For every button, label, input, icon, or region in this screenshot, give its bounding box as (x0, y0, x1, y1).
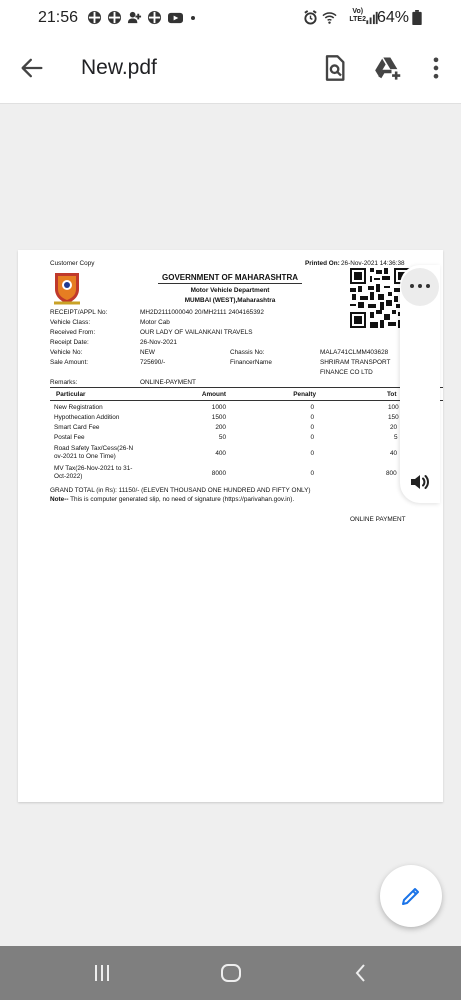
note-text: This is computer generated slip, no need of signature (https://parivahan.gov.in). (68, 496, 295, 503)
receipt-field-label: Vehicle Class: (50, 319, 91, 326)
fee-amount: 8000 (211, 470, 226, 477)
printed-on-value: 26-Nov-2021 14:36:38 (341, 260, 405, 267)
more-notifications-dot (191, 16, 195, 20)
fee-total: 40 (390, 450, 398, 457)
battery-icon (412, 10, 422, 25)
grand-total: GRAND TOTAL (in Rs): 11150/- (ELEVEN THOUSAND ONE HUNDRED AND FIFTY ONLY) (50, 487, 311, 494)
receipt-field-value: NEW (140, 349, 155, 356)
network-label-line1: Vo) (352, 8, 364, 15)
fee-total: 100 (388, 404, 399, 411)
person-notification-icon (127, 10, 142, 25)
alarm-icon (303, 10, 318, 25)
receipt-field-label: RECEIPT/APPL No: (50, 309, 108, 316)
office-name: MUMBAI (WEST),Maharashtra (184, 297, 276, 304)
online-payment-label: ONLINE PAYMENT (350, 516, 406, 523)
receipt-field-label: Vehicle No: (50, 349, 83, 356)
fee-penalty: 0 (310, 470, 314, 477)
fee-amount: 400 (215, 450, 226, 457)
fee-penalty: 0 (310, 450, 314, 457)
fee-particular: Hypothecation Addition (54, 414, 120, 421)
fee-total: 150 (388, 414, 399, 421)
fee-amount: 1500 (211, 414, 226, 421)
fee-penalty: 0 (310, 404, 314, 411)
edit-fab-button[interactable] (380, 865, 442, 927)
financer-value-line1: SHRIRAM TRANSPORT (320, 359, 391, 366)
maharashtra-emblem-logo (51, 270, 83, 306)
receipt-field-value: 26-Nov-2021 (140, 339, 177, 346)
pdf-page (18, 250, 443, 802)
back-arrow-icon[interactable] (18, 54, 46, 82)
app-notification-icon (147, 10, 162, 25)
receipt-field-label: Receipt Date: (50, 339, 89, 346)
dot (426, 284, 430, 288)
table-header-penalty: Penalty (293, 391, 316, 398)
battery-percent: 64% (376, 9, 409, 26)
fee-particular: MV Tax(26-Nov-2021 to 31- Oct-2022) (54, 465, 133, 480)
table-top-rule (50, 387, 443, 388)
financer-value-line2: FINANCE CO LTD (320, 369, 373, 376)
youtube-icon (167, 10, 184, 25)
printed-on-label: Printed On: (305, 260, 340, 267)
dot (410, 284, 414, 288)
government-title: GOVERNMENT OF MAHARASHTRA (162, 273, 298, 282)
app-notification-icon (107, 10, 122, 25)
receipt-field-label: Sale Amount: (50, 359, 89, 366)
fee-particular: Smart Card Fee (54, 424, 100, 431)
table-header-amount: Amount (201, 391, 226, 398)
fee-particular: Postal Fee (54, 434, 85, 441)
status-bar (0, 0, 461, 36)
chassis-value: MALA741CLMM403628 (320, 349, 389, 356)
remarks-value: ONLINE-PAYMENT (140, 379, 196, 386)
app-bar (0, 36, 461, 104)
status-time: 21:56 (38, 9, 79, 26)
fee-amount: 1000 (211, 404, 226, 411)
table-header-total: Tot (387, 391, 397, 398)
fee-penalty: 0 (310, 424, 314, 431)
panel-more-button[interactable] (401, 268, 439, 306)
note-label: Note-- (50, 496, 69, 503)
signature-note (50, 496, 294, 504)
receipt-field-value: MH2D2111000040 20/MH2111 2404165392 (140, 309, 264, 316)
wifi-icon (322, 10, 337, 25)
customer-copy-label: Customer Copy (50, 260, 95, 267)
home-icon[interactable] (220, 962, 242, 984)
title-underline (158, 283, 302, 284)
remarks-label: Remarks: (50, 379, 78, 386)
recent-apps-icon[interactable] (91, 962, 113, 984)
receipt-field-value: Motor Cab (140, 319, 170, 326)
fee-penalty: 0 (310, 414, 314, 421)
dot (418, 284, 422, 288)
fee-total: 5 (394, 434, 398, 441)
fee-total: 20 (390, 424, 398, 431)
table-header-rule (50, 400, 443, 401)
fee-amount: 200 (215, 424, 226, 431)
speaker-icon[interactable] (408, 470, 432, 494)
table-header-particular: Particular (56, 391, 86, 398)
fee-amount: 50 (218, 434, 226, 441)
fee-total: 800 (386, 470, 397, 477)
financer-label: FinancerName (230, 359, 272, 366)
document-title: New.pdf (81, 56, 157, 79)
receipt-field-value: 725690/- (140, 359, 166, 366)
more-options-icon[interactable] (422, 54, 450, 82)
back-nav-icon[interactable] (350, 962, 372, 984)
pencil-icon (399, 884, 423, 908)
system-navigation-bar (0, 946, 461, 1000)
fee-particular: Road Safety Tax/Cess(26-N ov-2021 to One Time) (54, 445, 134, 460)
chassis-label: Chassis No: (230, 349, 265, 356)
fee-particular: New Registration (54, 404, 103, 411)
add-to-drive-icon[interactable] (374, 54, 402, 82)
fee-penalty: 0 (310, 434, 314, 441)
receipt-field-value: OUR LADY OF VAILANKANI TRAVELS (140, 329, 253, 336)
app-notification-icon (87, 10, 102, 25)
find-in-page-icon[interactable] (320, 54, 348, 82)
network-label-line2: LTE2 (349, 16, 366, 23)
network-label (349, 8, 366, 24)
department-name: Motor Vehicle Department (190, 287, 270, 294)
receipt-field-label: Received From: (50, 329, 96, 336)
